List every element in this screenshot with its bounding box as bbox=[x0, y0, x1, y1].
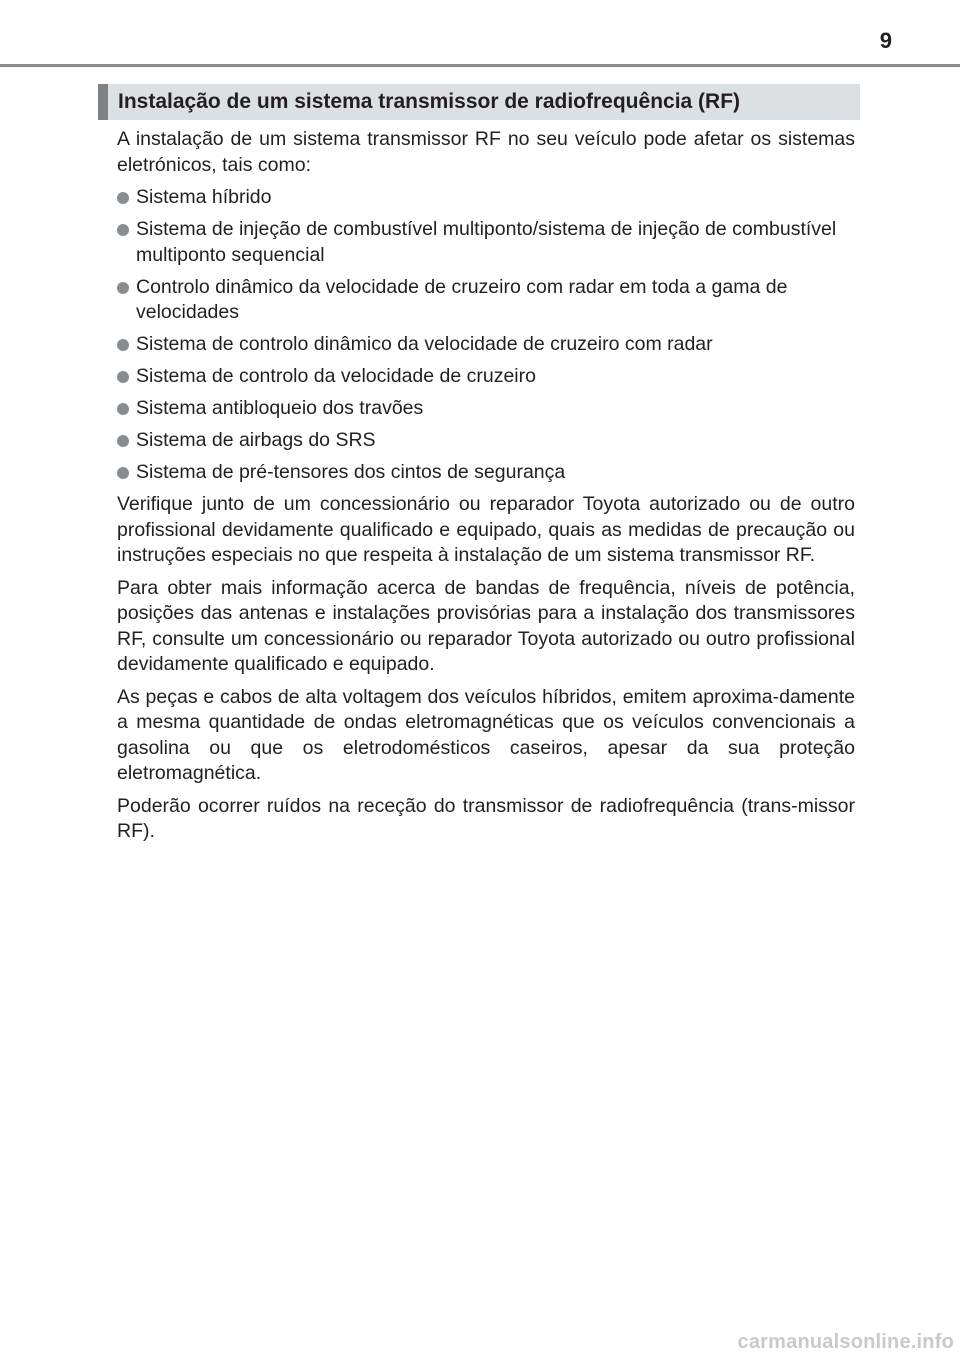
list-item-text: Controlo dinâmico da velocidade de cruzeiro com radar em toda a gama de velocidades bbox=[136, 275, 788, 323]
list-item bbox=[117, 275, 855, 326]
bullet-dot-icon bbox=[117, 339, 129, 351]
paragraph-reception-noise: Poderão ocorrer ruídos na receção do transmissor de radiofrequência (trans-missor RF). bbox=[117, 794, 855, 842]
section-header-bar bbox=[98, 84, 108, 120]
paragraph-dealer-check: Verifique junto de um concessionário ou reparador Toyota autorizado ou de outro profissional devidamente qualificado e equipado, quais as medidas de precaução ou instruções especiais no que respeita à instalação de um sistema transmissor RF. bbox=[117, 493, 855, 566]
bullet-list bbox=[117, 185, 855, 486]
list-item bbox=[117, 364, 855, 390]
intro-paragraph: A instalação de um sistema transmissor RF no seu veículo pode afetar os sistemas eletrónicos, tais como: bbox=[117, 128, 855, 176]
bullet-dot-icon bbox=[117, 224, 129, 236]
list-item-text: Sistema de pré-tensores dos cintos de segurança bbox=[136, 461, 566, 483]
page-number: 9 bbox=[879, 28, 892, 53]
section-header bbox=[98, 84, 860, 120]
top-rule bbox=[0, 64, 960, 67]
list-item-text: Sistema de controlo da velocidade de cruzeiro bbox=[136, 365, 536, 387]
list-item bbox=[117, 217, 855, 268]
list-item bbox=[117, 332, 855, 358]
list-item bbox=[117, 396, 855, 422]
list-item bbox=[117, 428, 855, 454]
paragraph-hybrid-emissions: As peças e cabos de alta voltagem dos veículos híbridos, emitem aproxima-damente a mesma quantidade de ondas eletromagnéticas que os veículos convencionais a gasolina ou que os eletrodomésticos caseiros, apesar da sua proteção eletromagnética. bbox=[117, 685, 855, 784]
list-item-text: Sistema de controlo dinâmico da velocidade de cruzeiro com radar bbox=[136, 333, 713, 355]
list-item-text: Sistema de injeção de combustível multiponto/sistema de injeção de combustível multiponto sequencial bbox=[136, 218, 837, 266]
paragraph-frequency-info: Para obter mais informação acerca de bandas de frequência, níveis de potência, posições das antenas e instalações provisórias para a instalação dos transmissores RF, consulte um concessionário ou reparador Toyota autorizado ou outro profissional devidamente qualificado e equipado. bbox=[117, 576, 855, 675]
list-item-text: Sistema antibloqueio dos travões bbox=[136, 397, 424, 419]
bullet-dot-icon bbox=[117, 467, 129, 479]
list-item-text: Sistema de airbags do SRS bbox=[136, 429, 376, 451]
bullet-dot-icon bbox=[117, 371, 129, 383]
section-title: Instalação de um sistema transmissor de radiofrequência (RF) bbox=[118, 90, 741, 113]
bullet-dot-icon bbox=[117, 435, 129, 447]
bullet-dot-icon bbox=[117, 282, 129, 294]
bullet-dot-icon bbox=[117, 192, 129, 204]
list-item-text: Sistema híbrido bbox=[136, 186, 272, 208]
list-item bbox=[117, 460, 855, 486]
list-item bbox=[117, 185, 855, 211]
content-body bbox=[117, 127, 855, 852]
watermark: carmanualsonline.info bbox=[737, 1331, 954, 1353]
bullet-dot-icon bbox=[117, 403, 129, 415]
